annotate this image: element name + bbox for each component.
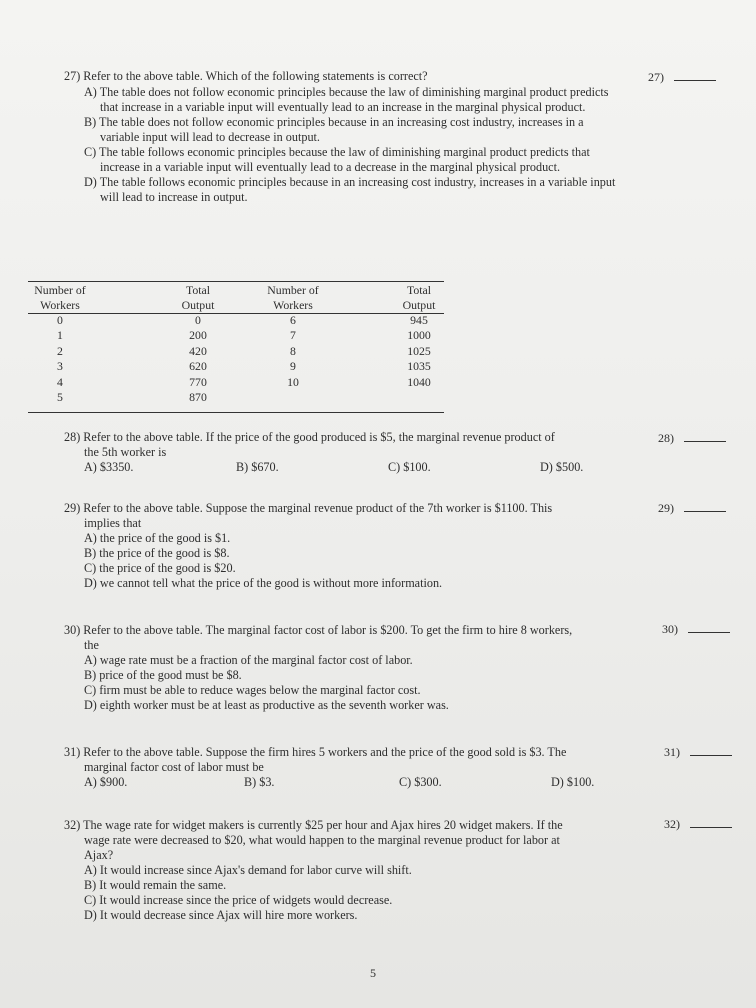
answer-blank-29[interactable]: 29): [658, 501, 726, 516]
table-cell: 870: [189, 390, 207, 404]
q28-option-b[interactable]: B) $670.: [236, 460, 279, 474]
question-27-stem: 27) Refer to the above table. Which of the following statements is correct?: [64, 69, 428, 83]
answer-blank-27[interactable]: 27): [648, 70, 716, 85]
table-bottom-rule: [28, 412, 444, 413]
q29-option-a[interactable]: A) the price of the good is $1.: [84, 531, 231, 545]
q30-option-d[interactable]: D) eighth worker must be at least as productive as the seventh worker was.: [84, 698, 449, 712]
table-top-rule: [28, 281, 444, 282]
q29-option-d[interactable]: D) we cannot tell what the price of the good is without more information.: [84, 576, 443, 590]
question-32-stem: 32) The wage rate for widget makers is currently $25 per hour and Ajax hires 20 widget makers. If the wage rate were decreased to $20, what would happen to the marginal revenue product for labor at Ajax?: [64, 818, 563, 862]
question-31-stem: 31) Refer to the above table. Suppose the firm hires 5 workers and the price of the good sold is $3. The marginal factor cost of labor must be: [64, 745, 567, 774]
table-cell: 7: [290, 328, 296, 342]
table-cell: 1035: [407, 359, 431, 373]
table-cell: 620: [189, 359, 207, 373]
q27-option-b[interactable]: B) The table does not follow economic principles because in an increasing cost industry, increases in a variable input will lead to decrease in output.: [84, 115, 584, 144]
question-28: [64, 430, 644, 475]
table-cell: 1000: [407, 328, 431, 342]
answer-blank-30[interactable]: 30): [662, 622, 730, 637]
table-cell: 0: [195, 313, 201, 327]
q29-option-b[interactable]: B) the price of the good is $8.: [84, 546, 230, 560]
answer-blank-28[interactable]: 28): [658, 431, 726, 446]
q32-option-c[interactable]: C) It would increase since the price of widgets would decrease.: [84, 893, 393, 907]
q27-option-d[interactable]: D) The table follows economic principles because in an increasing cost industry, increases in a variable input will lead to increase in output.: [84, 175, 616, 204]
q28-options: [64, 460, 644, 475]
page-number: 5: [370, 966, 376, 980]
q28-option-c[interactable]: C) $100.: [388, 460, 431, 474]
q28-option-a[interactable]: A) $3350.: [84, 460, 134, 474]
answer-blank-32[interactable]: 32): [664, 817, 732, 832]
question-32: [64, 818, 654, 923]
table-cell: 8: [290, 344, 296, 358]
q32-option-b[interactable]: B) It would remain the same.: [84, 878, 227, 892]
table-cell: 2: [57, 344, 63, 358]
question-29: [64, 501, 644, 591]
table-cell: 1040: [407, 375, 431, 389]
q31-option-d[interactable]: D) $100.: [551, 775, 595, 789]
q31-option-b[interactable]: B) $3.: [244, 775, 275, 789]
header-output-right: Total Output: [402, 283, 436, 312]
header-output-left: Total Output: [181, 283, 215, 312]
q31-option-c[interactable]: C) $300.: [399, 775, 442, 789]
table-cell: 4: [57, 375, 63, 389]
header-workers-right: Number of Workers: [267, 283, 319, 312]
table-cell: 10: [287, 375, 299, 389]
table-cell: 420: [189, 344, 207, 358]
question-28-stem: 28) Refer to the above table. If the price of the good produced is $5, the marginal revenue product of the 5th worker is: [64, 430, 555, 459]
table-cell: 1025: [407, 344, 431, 358]
table-cell: 200: [189, 328, 207, 342]
table-cell: 770: [189, 375, 207, 389]
header-workers-left: Number of Workers: [34, 283, 86, 312]
q27-option-c[interactable]: C) The table follows economic principles because the law of diminishing marginal product predicts that increase in a variable input will eventually lead to a decrease in the marginal physical product.: [84, 145, 590, 174]
q27-option-a[interactable]: A) The table does not follow economic principles because the law of diminishing marginal product predicts that increase in a variable input will eventually lead to an increase in the marginal physical product.: [84, 85, 609, 114]
table-cell: 1: [57, 328, 63, 342]
q29-option-c[interactable]: C) the price of the good is $20.: [84, 561, 236, 575]
table-cell: 0: [57, 313, 63, 327]
q30-option-b[interactable]: B) price of the good must be $8.: [84, 668, 242, 682]
question-29-stem: 29) Refer to the above table. Suppose the marginal revenue product of the 7th worker is $1100. This implies that: [64, 501, 553, 530]
q30-option-c[interactable]: C) firm must be able to reduce wages below the marginal factor cost.: [84, 683, 421, 697]
q31-option-a[interactable]: A) $900.: [84, 775, 128, 789]
table-cell: 3: [57, 359, 63, 373]
table-cell: 6: [290, 313, 296, 327]
q32-option-a[interactable]: A) It would increase since Ajax's demand for labor curve will shift.: [84, 863, 412, 877]
q32-option-d[interactable]: D) It would decrease since Ajax will hire more workers.: [84, 908, 358, 922]
q28-option-d[interactable]: D) $500.: [540, 460, 584, 474]
q31-options: [64, 775, 644, 790]
table-cell: 945: [410, 313, 428, 327]
question-30-stem: 30) Refer to the above table. The marginal factor cost of labor is $200. To get the firm to hire 8 workers, the: [64, 623, 573, 652]
table-cell: 5: [57, 390, 63, 404]
question-27: [64, 69, 624, 205]
table-cell: 9: [290, 359, 296, 373]
question-30: [64, 623, 644, 713]
question-31: [64, 745, 644, 790]
answer-blank-31[interactable]: 31): [664, 745, 732, 760]
q30-option-a[interactable]: A) wage rate must be a fraction of the marginal factor cost of labor.: [84, 653, 413, 667]
